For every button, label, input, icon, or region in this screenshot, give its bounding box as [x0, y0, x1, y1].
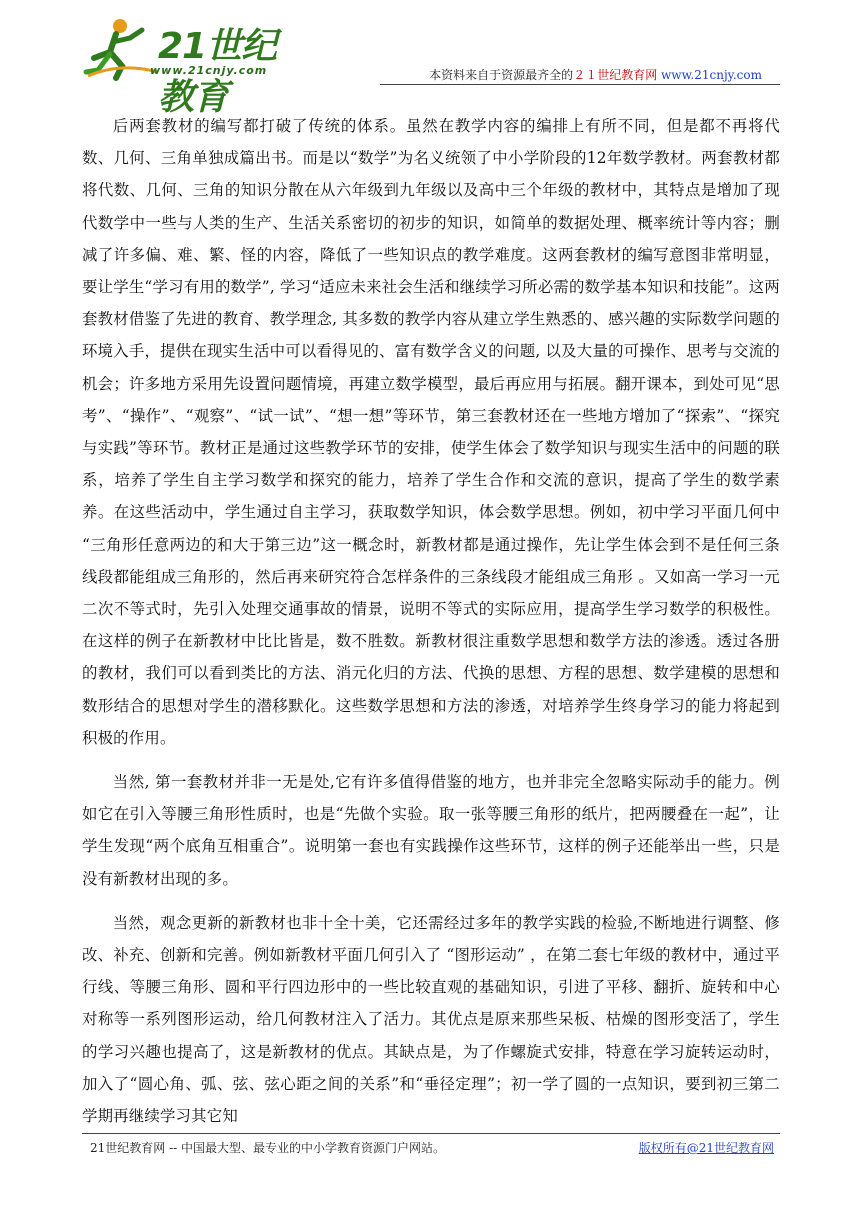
logo-text: 21世纪教育 — [158, 26, 277, 118]
header-divider — [380, 84, 780, 85]
paragraph: 后两套教材的编写都打破了传统的体系。虽然在教学内容的编排上有所不同，但是都不再将代数、几何、三角单独成篇出书。而是以“数学”为名义统领了中小学阶段的12年数学教材。两套教材都将代数、几何、三角的知识分散在从六年级到九年级以及高中三个年级的教材中，其特点是增加了现代数学中一些与人类的生产、生活关系密切的初步的知识，如简单的数据处理、概率统计等内容；删减了许多偏、难、繁、怪的内容，降低了一些知识点的教学难度。这两套教材的编写意图非常明显，要让学生“学习有用的数学”, 学习“适应未来社会生活和继续学习所必需的数学基本知识和技能”。这两套教材借鉴了先进的教育、教学理念, 其多数的教学内容从建立学生熟悉的、感兴趣的实际数学问题的环境入手，提供在现实生活中可以看得见的、富有数学含义的问题, 以及大量的可操作、思考与交流的机会；许多地方采用先设置问题情境，再建立数学模型，最后再应用与拓展。翻开课本，到处可见“思考”、“操作”、“观察”、“试一试”、“想一想”等环节，第三套教材还在一些地方增加了“探索”、“探究与实践”等环节。教材正是通过这些教学环节的安排，使学生体会了数学知识与现实生活中的问题的联系，培养了学生自主学习数学和探究的能力，培养了学生合作和交流的意识，提高了学生的数学素养。在这些活动中，学生通过自主学习，获取数学知识，体会数学思想。例如，初中学习平面几何中 “三角形任意两边的和大于第三边”这一概念时，新教材都是通过操作，先让学生体会到不是任何三条线段都能组成三角形的，然后再来研究符合怎样条件的三条线段才能组成三角形 。又如高一学习一元二次不等式时，先引入处理交通事故的情景，说明不等式的实际应用，提高学生学习数学的积极性。在这样的例子在新教材中比比皆是，数不胜数。新教材很注重数学思想和数学方法的渗透。透过各册的教材，我们可以看到类比的方法、消元化归的方法、代换的思想、方程的思想、数学建模的思想和数形结合的思想对学生的潜移默化。这些数学思想和方法的渗透，对培养学生终身学习的能力将起到积极的作用。 — [82, 117, 780, 747]
logo-url: www.21cnjy.com — [150, 64, 268, 77]
header-note-prefix: 本资料来自于资源最齐全的 — [429, 68, 574, 82]
paragraph: 当然，观念更新的新教材也非十全十美，它还需经过多年的教学实践的检验,不断地进行调整、修改、补充、创新和完善。例如新教材平面几何引入了 “图形运动” ，在第二套七年级的教材中，通过平行线、等腰三角形、圆和平行四边形中的一些比较直观的基础知识，引进了平移、翻折、旋转和中心对称等一系列图形运动，给几何教材注入了活力。其优点是原来那些呆板、枯燥的图形变活了，学生的学习兴趣也提高了，这是新教材的优点。其缺点是，为了作螺旋式安排，特意在学习旋转运动时，加入了“圆心角、弧、弦、弦心距之间的关系”和“垂径定理”；初一学了圆的一点知识，要到初三第二学期再继续学习其它知 — [82, 913, 780, 1126]
header-note-brand: ２１世纪教育网 — [573, 68, 658, 82]
footer-divider — [82, 1133, 780, 1134]
page-header — [80, 14, 780, 118]
site-logo[interactable] — [80, 14, 310, 118]
header-note — [429, 66, 762, 83]
document-body — [82, 110, 780, 1144]
copyright-link[interactable]: 版权所有@21世纪教育网 — [638, 1141, 774, 1155]
paragraph: 当然, 第一套教材并非一无是处,它有许多值得借鉴的地方，也并非完全忽略实际动手的能力。例如它在引入等腰三角形性质时，也是“先做个实验。取一张等腰三角形的纸片，把两腰叠在一起”，让学生发现“两个底角互相重合”。说明第一套也有实践操作这些环节，这样的例子还能举出一些，只是没有新教材出现的多。 — [82, 773, 780, 888]
running-figure-icon — [80, 14, 160, 82]
header-note-url[interactable]: www.21cnjy.com — [661, 68, 762, 82]
footer-tagline: 21世纪教育网 -- 中国最大型、最专业的中小学教育资源门户网站。 — [90, 1141, 446, 1155]
